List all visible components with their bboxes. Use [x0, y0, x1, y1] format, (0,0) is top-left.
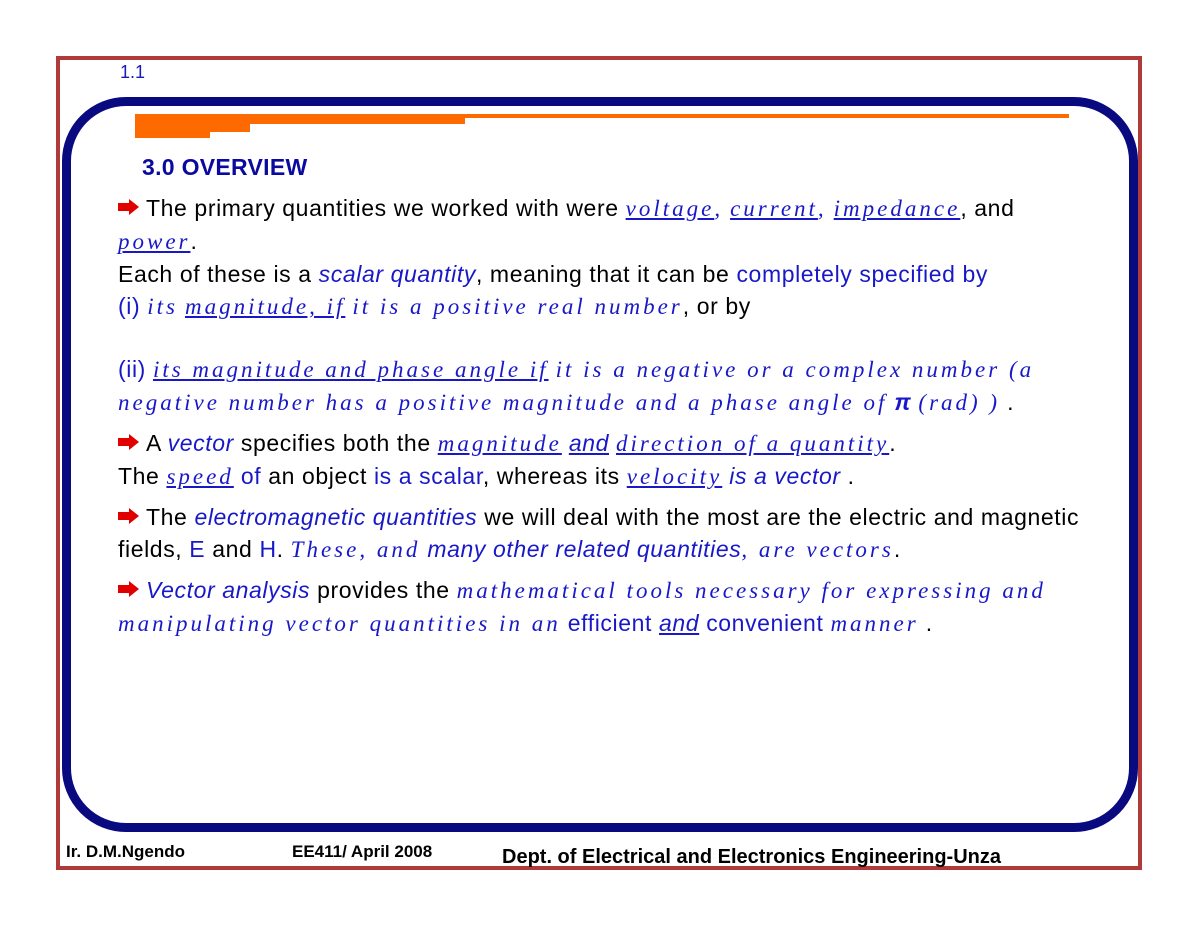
pi-symbol: π — [894, 389, 912, 415]
paragraph-vector-definition: A vector specifies both the magnitude and direction of a quantity. The speed of an object is a scalar, whereas its velocity is a vector . — [118, 430, 897, 489]
term-speed: speed — [166, 464, 234, 489]
footer-department: Dept. of Electrical and Electronics Engineering-Unza — [502, 846, 1001, 868]
paragraph-scalar-definition: Each of these is a scalar quantity, meaning that it can be completely specified by — [118, 261, 989, 287]
slide-number: 1.1 — [120, 62, 146, 82]
term-velocity: velocity — [626, 464, 723, 489]
paragraph-primary-quantities: The primary quantities we worked with were voltage, current, impedance, and power. — [118, 195, 1015, 254]
arrow-right-icon — [118, 199, 140, 215]
paragraph-em-quantities: The electromagnetic quantities we will deal with the most are the electric and magnetic fields, E and H. These, and many other related quantities, are vectors. — [118, 504, 1080, 562]
arrow-right-icon — [118, 434, 140, 450]
term-vector-analysis: Vector analysis — [146, 577, 311, 603]
term-electromagnetic-quantities: electromagnetic quantities — [194, 504, 478, 530]
accent-bar-short — [135, 124, 250, 132]
footer-course: EE411/ April 2008 — [292, 842, 433, 861]
term-power: power — [118, 229, 191, 254]
arrow-right-icon — [118, 581, 140, 597]
paragraph-case-ii: (ii) its magnitude and phase angle if it is a negative or a complex number (a negative number has a positive magnitude and a phase angle of π (rad) ) . — [118, 356, 1035, 415]
page-title: 3.0 OVERVIEW — [142, 154, 308, 180]
term-impedance: impedance — [833, 196, 961, 221]
arrow-right-icon — [118, 508, 140, 524]
footer-author: Ir. D.M.Ngendo — [66, 842, 185, 861]
accent-bar-stub — [135, 132, 210, 138]
term-voltage: voltage — [625, 196, 715, 221]
slide-body — [118, 192, 1098, 640]
term-current: current — [730, 196, 818, 221]
paragraph-case-i: (i) its magnitude, if it is a positive real number, or by — [118, 293, 751, 319]
term-scalar-quantity: scalar quantity — [318, 261, 476, 287]
term-vector: vector — [167, 430, 234, 456]
paragraph-vector-analysis: Vector analysis provides the mathematical tools necessary for expressing and manipulating vector quantities in an efficient and convenient manner . — [118, 577, 1046, 636]
